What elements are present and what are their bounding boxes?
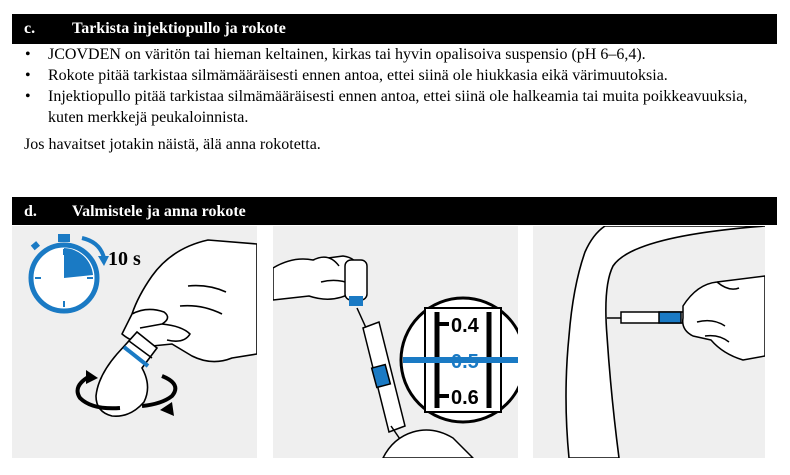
hand-icon	[683, 276, 765, 360]
stopwatch-icon	[31, 234, 109, 311]
scale-label-lower: 0.6	[451, 387, 479, 409]
section-c-header	[12, 14, 777, 44]
draw-dose-illustration	[273, 226, 518, 458]
scale-label-upper: 0.4	[451, 315, 479, 337]
list-item	[12, 44, 772, 65]
bullet-icon: •	[25, 67, 31, 84]
warning-note: Jos havaitset jotakin näistä, älä anna rokotetta.	[24, 136, 321, 153]
section-d-letter: d.	[24, 203, 37, 220]
vial-icon	[345, 260, 367, 306]
bullet-icon: •	[25, 46, 31, 63]
bullet-text: Injektiopullo pitää tarkistaa silmämääräisesti ennen antoa, ettei siinä ole halkeamia tai muita poikkeavuuksia, kuten merkkejä peukaloinnista.	[48, 88, 748, 126]
list-item	[12, 65, 772, 86]
swirl-vial-illustration	[12, 226, 257, 458]
section-c-letter: c.	[24, 20, 36, 37]
timer-label: 10 s	[108, 248, 141, 270]
inject-arm-illustration	[533, 226, 765, 458]
bullet-icon: •	[25, 88, 31, 105]
section-d-header	[12, 197, 777, 225]
inspection-bullet-list	[12, 44, 772, 128]
section-d-title: Valmistele ja anna rokote	[72, 203, 246, 220]
bullet-text: Rokote pitää tarkistaa silmämääräisesti ennen antoa, ettei siinä ole hiukkasia eikä värimuutoksia.	[48, 67, 668, 84]
scale-label-dose: 0.5	[451, 351, 479, 373]
list-item	[12, 86, 772, 128]
section-c-title: Tarkista injektiopullo ja rokote	[72, 20, 286, 37]
bullet-text: JCOVDEN on väritön tai hieman keltainen, kirkas tai hyvin opalisoiva suspensio (pH 6–6,4).	[48, 46, 646, 63]
